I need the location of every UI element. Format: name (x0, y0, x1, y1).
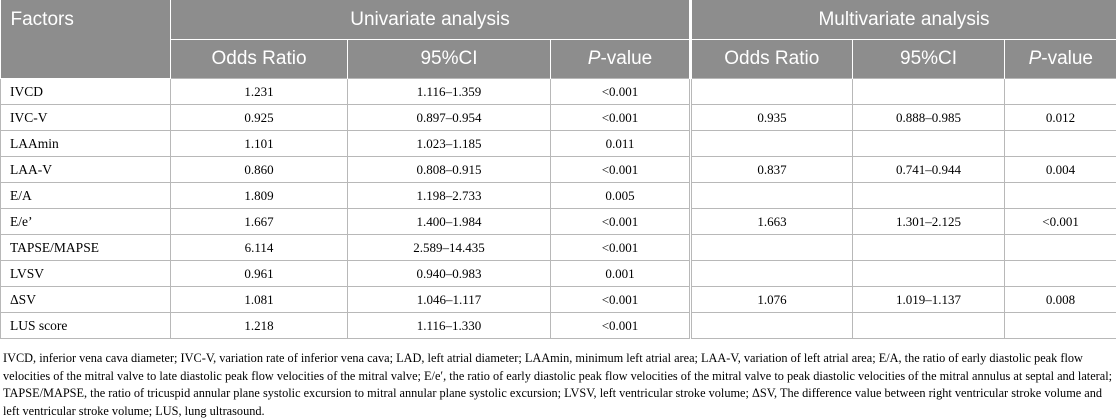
cell-u-or: 1.101 (171, 131, 348, 157)
cell-u-p: <0.001 (551, 157, 690, 183)
cell-m-p (1005, 131, 1116, 157)
cell-m-p: 0.012 (1005, 105, 1116, 131)
table-row (1, 105, 1116, 131)
cell-u-or: 0.961 (171, 261, 348, 287)
cell-factor: TAPSE/MAPSE (1, 235, 171, 261)
cell-u-ci: 2.589–14.435 (348, 235, 551, 261)
table-row (1, 261, 1116, 287)
cell-u-p: <0.001 (551, 287, 690, 313)
header-univariate-odds-ratio: Odds Ratio (171, 40, 348, 79)
cell-u-p: 0.011 (551, 131, 690, 157)
cell-u-ci: 0.808–0.915 (348, 157, 551, 183)
header-multivariate-ci: 95%CI (853, 40, 1005, 79)
header-univariate: Univariate analysis (171, 0, 690, 40)
cell-factor: LAA-V (1, 157, 171, 183)
cell-m-p (1005, 235, 1116, 261)
cell-m-p: 0.004 (1005, 157, 1116, 183)
cell-m-ci: 0.741–0.944 (853, 157, 1005, 183)
cell-m-p: 0.008 (1005, 287, 1116, 313)
cell-u-or: 1.081 (171, 287, 348, 313)
cell-u-or: 0.860 (171, 157, 348, 183)
cell-m-or: 0.935 (692, 105, 853, 131)
cell-u-ci: 1.116–1.359 (348, 79, 551, 105)
cell-u-p: 0.005 (551, 183, 690, 209)
cell-u-or: 1.667 (171, 209, 348, 235)
cell-m-ci (853, 131, 1005, 157)
cell-m-or (692, 79, 853, 105)
cell-m-or (692, 131, 853, 157)
cell-u-or: 6.114 (171, 235, 348, 261)
cell-m-ci (853, 261, 1005, 287)
cell-u-p: <0.001 (551, 79, 690, 105)
cell-m-ci (853, 183, 1005, 209)
cell-u-ci: 0.897–0.954 (348, 105, 551, 131)
header-multivariate-odds-ratio: Odds Ratio (692, 40, 853, 79)
cell-u-or: 1.218 (171, 313, 348, 339)
cell-u-p: <0.001 (551, 105, 690, 131)
cell-u-ci: 1.198–2.733 (348, 183, 551, 209)
cell-m-p (1005, 261, 1116, 287)
cell-u-or: 1.231 (171, 79, 348, 105)
header-univariate-p-value: P-value (551, 40, 690, 79)
cell-u-ci: 1.023–1.185 (348, 131, 551, 157)
cell-m-p: <0.001 (1005, 209, 1116, 235)
cell-m-or: 0.837 (692, 157, 853, 183)
cell-m-ci (853, 235, 1005, 261)
cell-factor: LVSV (1, 261, 171, 287)
header-factors: Factors (1, 0, 171, 79)
header-multivariate-p-value: P-value (1005, 40, 1116, 79)
cell-m-or (692, 235, 853, 261)
cell-m-p (1005, 79, 1116, 105)
table-row (1, 209, 1116, 235)
header-multivariate: Multivariate analysis (692, 0, 1116, 40)
cell-m-p (1005, 183, 1116, 209)
cell-u-or: 1.809 (171, 183, 348, 209)
table-row (1, 235, 1116, 261)
cell-m-ci: 1.301–2.125 (853, 209, 1005, 235)
cell-u-or: 0.925 (171, 105, 348, 131)
table-row (1, 131, 1116, 157)
cell-u-p: 0.001 (551, 261, 690, 287)
cell-factor: LUS score (1, 313, 171, 339)
cell-m-p (1005, 313, 1116, 339)
cell-factor: LAAmin (1, 131, 171, 157)
table-row (1, 313, 1116, 339)
cell-m-or (692, 261, 853, 287)
table-body (1, 79, 1116, 339)
header-univariate-ci: 95%CI (348, 40, 551, 79)
table-footnote: IVCD, inferior vena cava diameter; IVC-V, variation rate of inferior vena cava; LAD, left atrial diameter; LAAmin, minimum left atrial area; LAA-V, variation of left atrial area; E/A, the ratio of early diastolic peak flow velocities of the mitral valve to late diastolic peak flow velocities of the mitral valve; E/e′, the ratio of early diastolic peak flow velocities of the mitral valve to peak diastolic velocities of the mitral annulus at septal and lateral; TAPSE/MAPSE, the ratio of tricuspid annular plane systolic excursion to mitral annular plane systolic excursion; LVSV, left ventricular stroke volume; ΔSV, The difference value between right ventricular stroke volume and left ventricular stroke volume; LUS, lung ultrasound. (0, 339, 1116, 420)
cell-m-ci (853, 79, 1005, 105)
cell-u-ci: 1.046–1.117 (348, 287, 551, 313)
cell-factor: IVCD (1, 79, 171, 105)
table-row (1, 183, 1116, 209)
cell-factor: IVC-V (1, 105, 171, 131)
cell-u-ci: 1.116–1.330 (348, 313, 551, 339)
table-row (1, 79, 1116, 105)
cell-u-ci: 0.940–0.983 (348, 261, 551, 287)
cell-u-p: <0.001 (551, 313, 690, 339)
cell-m-ci: 0.888–0.985 (853, 105, 1005, 131)
cell-m-ci: 1.019–1.137 (853, 287, 1005, 313)
cell-m-ci (853, 313, 1005, 339)
cell-m-or (692, 183, 853, 209)
cell-u-p: <0.001 (551, 235, 690, 261)
cell-m-or (692, 313, 853, 339)
cell-m-or: 1.663 (692, 209, 853, 235)
cell-m-or: 1.076 (692, 287, 853, 313)
cell-u-ci: 1.400–1.984 (348, 209, 551, 235)
cell-factor: E/A (1, 183, 171, 209)
table-row (1, 157, 1116, 183)
cell-factor: E/e’ (1, 209, 171, 235)
cell-u-p: <0.001 (551, 209, 690, 235)
cell-factor: ΔSV (1, 287, 171, 313)
table-row (1, 287, 1116, 313)
